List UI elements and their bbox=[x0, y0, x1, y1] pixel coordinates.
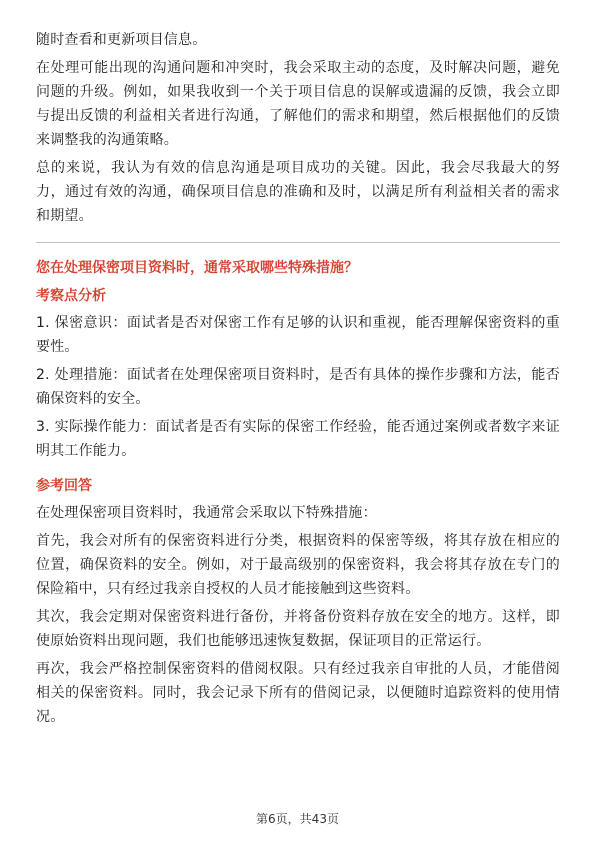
answer-paragraph: 再次，我会严格控制保密资料的借阅权限。只有经过我亲自审批的人员，才能借阅相关的保密资料。同时，我会记录下所有的借阅记录，以便随时追踪资料的使用情况。 bbox=[36, 661, 560, 725]
intro-paragraph: 随时查看和更新项目信息。 bbox=[36, 32, 207, 48]
page-footer: 第6页，共43页 bbox=[256, 812, 339, 826]
analysis-item: 1. 保密意识：面试者是否对保密工作有足够的认识和重视，能否理解保密资料的重要性。 bbox=[36, 315, 560, 355]
answer-heading: 参考回答 bbox=[36, 478, 92, 494]
document-page bbox=[36, 28, 560, 733]
answer-paragraph: 其次，我会定期对保密资料进行备份，并将备份资料存放在安全的地方。这样，即使原始资料出现问题，我们也能够迅速恢复数据，保证项目的正常运行。 bbox=[36, 609, 560, 649]
intro-paragraph: 在处理可能出现的沟通问题和冲突时，我会采取主动的态度，及时解决问题，避免问题的升级。例如，如果我收到一个关于项目信息的误解或遗漏的反馈，我会立即与提出反馈的利益相关者进行沟通，了解他们的需求和期望，然后根据他们的反馈来调整我的沟通策略。 bbox=[36, 60, 560, 148]
section-divider bbox=[36, 242, 560, 243]
intro-paragraph: 总的来说，我认为有效的信息沟通是项目成功的关键。因此，我会尽我最大的努力，通过有效的沟通，确保项目信息的准确和及时，以满足所有利益相关者的需求和期望。 bbox=[36, 160, 560, 224]
answer-paragraph: 在处理保密项目资料时，我通常会采取以下特殊措施： bbox=[36, 505, 377, 521]
analysis-heading: 考察点分析 bbox=[36, 288, 106, 304]
question-title: 您在处理保密项目资料时，通常采取哪些特殊措施？ bbox=[36, 260, 358, 276]
answer-paragraph: 首先，我会对所有的保密资料进行分类，根据资料的保密等级，将其存放在相应的位置，确保资料的安全。例如，对于最高级别的保密资料，我会将其存放在专门的保险箱中，只有经过我亲自授权的人员才能接触到这些资料。 bbox=[36, 533, 560, 597]
analysis-item: 2. 处理措施：面试者在处理保密项目资料时，是否有具体的操作步骤和方法，能否确保资料的安全。 bbox=[36, 367, 560, 407]
analysis-item: 3. 实际操作能力：面试者是否有实际的保密工作经验，能否通过案例或者数字来证明其工作能力。 bbox=[36, 419, 560, 459]
